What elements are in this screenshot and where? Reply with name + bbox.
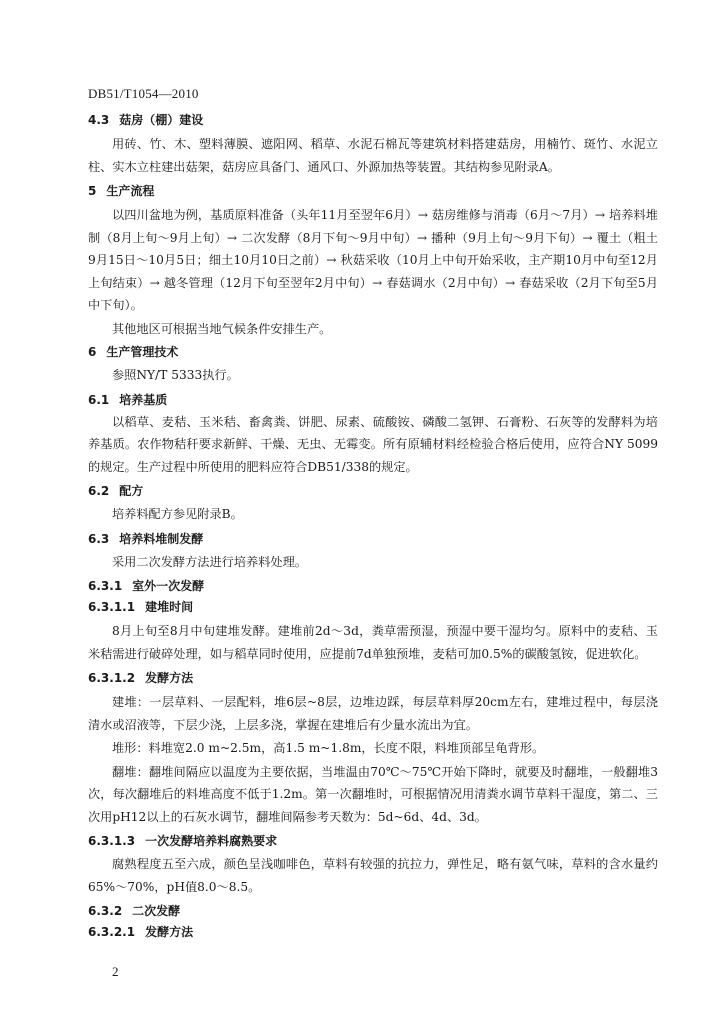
section-title: 室外一次发酵 xyxy=(132,579,205,593)
paragraph: 其他地区可根据当地气候条件安排生产。 xyxy=(112,321,332,336)
paragraph: 采用二次发酵方法进行培养料处理。 xyxy=(112,554,307,569)
section-number: 6.3.2.1 xyxy=(88,925,136,939)
section-heading xyxy=(88,532,658,547)
section-heading xyxy=(88,393,658,408)
section-number: 6.3.2 xyxy=(88,904,123,918)
section-number: 4.3 xyxy=(88,113,110,127)
paragraph: 建堆：一层草料、一层配料，堆6层~8层，边堆边踩，每层草料厚20cm左右，建堆过程中，每层浇清水或沼液等，下层少浇，上层多浇，掌握在建堆后有少量水流出为宜。 xyxy=(88,695,658,732)
section-heading xyxy=(88,834,658,849)
section-heading xyxy=(88,904,658,919)
paragraph: 翻堆：翻堆间隔应以温度为主要依据，当堆温由70℃～75℃开始下降时，就要及时翻堆，一般翻堆3次，每次翻堆后的料堆高度不低于1.2m。第一次翻堆时，可根据情况用清粪水调节草料干湿度，第二、三次用pH12以上的石灰水调节，翻堆间隔参考天数为：5d~6d、4d、3d。 xyxy=(88,764,658,824)
section-heading xyxy=(88,600,658,615)
section-title: 培养料堆制发酵 xyxy=(119,531,204,546)
section-heading xyxy=(88,184,658,199)
section-title: 生产管理技术 xyxy=(106,345,179,359)
paragraph: 以稻草、麦秸、玉米秸、畜禽粪、饼肥、尿素、硫酸铵、磷酸二氢钾、石膏粉、石灰等的发酵料为培养基质。农作物秸秆要求新鲜、干燥、无虫、无霉变。所有原辅材料经检验合格后使用，应符合NY 5099的规定。生产过程中所使用的肥料应符合DB51/338的规定。 xyxy=(88,414,658,474)
section-heading xyxy=(88,925,658,940)
section-number: 6.3.1.2 xyxy=(88,671,136,685)
section-heading xyxy=(88,113,658,128)
paragraph: 以四川盆地为例，基质原料准备（头年11月至翌年6月）→ 菇房维修与消毒（6月～7月）→ 培养料堆制（8月上旬～9月上旬）→ 二次发酵（8月下旬～9月中旬）→ 播种（9月上旬～9月下旬）→ 覆土（粗土9月15日～10月5日；细土10月10日之前）→ 秋菇采收（10月上中旬开始采收，主产期10月中旬至12月上旬结束）→ 越冬管理（12月下旬至翌年2月中旬）→ 春菇调水（2月中旬）→ 春菇采收（2月下旬至5月中下旬）。 xyxy=(88,208,658,312)
page-header: DB51/T1054—2010 xyxy=(88,86,199,101)
paragraph: 参照NY/T 5333执行。 xyxy=(112,368,239,382)
section-title: 培养基质 xyxy=(119,392,168,407)
section-title: 二次发酵 xyxy=(132,904,181,918)
section-heading xyxy=(88,579,658,594)
section-title: 菇房（棚）建设 xyxy=(119,113,204,127)
section-number: 6.3.1.3 xyxy=(88,834,136,848)
paragraph: 培养料配方参见附录B。 xyxy=(112,507,243,521)
section-number: 6.3.1 xyxy=(88,579,123,593)
document-body xyxy=(88,113,658,940)
section-title: 发酵方法 xyxy=(145,925,194,939)
section-heading xyxy=(88,345,658,360)
paragraph: 用砖、竹、木、塑料薄膜、遮阳网、稻草、水泥石棉瓦等建筑材料搭建菇房，用楠竹、斑竹、水泥立柱、实木立柱建出菇架，菇房应具备门、通风口、外源加热等装置。其结构参见附录A。 xyxy=(88,137,658,174)
section-heading xyxy=(88,484,658,499)
paragraph: 腐熟程度五至六成，颜色呈浅咖啡色，草料有较强的抗拉力，弹性足，略有氨气味，草料的含水量约65%～70%，pH值8.0～8.5。 xyxy=(88,857,658,894)
section-number: 6.2 xyxy=(88,484,110,498)
section-number: 6.1 xyxy=(88,392,110,407)
section-title: 生产流程 xyxy=(106,184,155,198)
section-number: 6.3 xyxy=(88,531,110,546)
section-heading xyxy=(88,671,658,686)
page-number: 2 xyxy=(112,964,119,979)
section-number: 6.3.1.1 xyxy=(88,600,136,614)
section-number: 5 xyxy=(88,184,97,198)
section-number: 6 xyxy=(88,345,97,359)
section-title: 一次发酵培养料腐熟要求 xyxy=(145,834,278,848)
section-title: 发酵方法 xyxy=(145,671,194,685)
section-title: 配方 xyxy=(119,484,144,498)
paragraph: 堆形：料堆宽2.0 m~2.5m，高1.5 m~1.8m，长度不限，料堆顶部呈龟背形。 xyxy=(112,741,545,755)
paragraph: 8月上旬至8月中旬建堆发酵。建堆前2d～3d，粪草需预湿，预湿中要干湿均匀。原料中的麦秸、玉米秸需进行破碎处理，如与稻草同时使用，应提前7d单独预堆，麦秸可加0.5%的碳酸氢铵，促进软化。 xyxy=(88,624,658,661)
section-title: 建堆时间 xyxy=(145,600,194,614)
